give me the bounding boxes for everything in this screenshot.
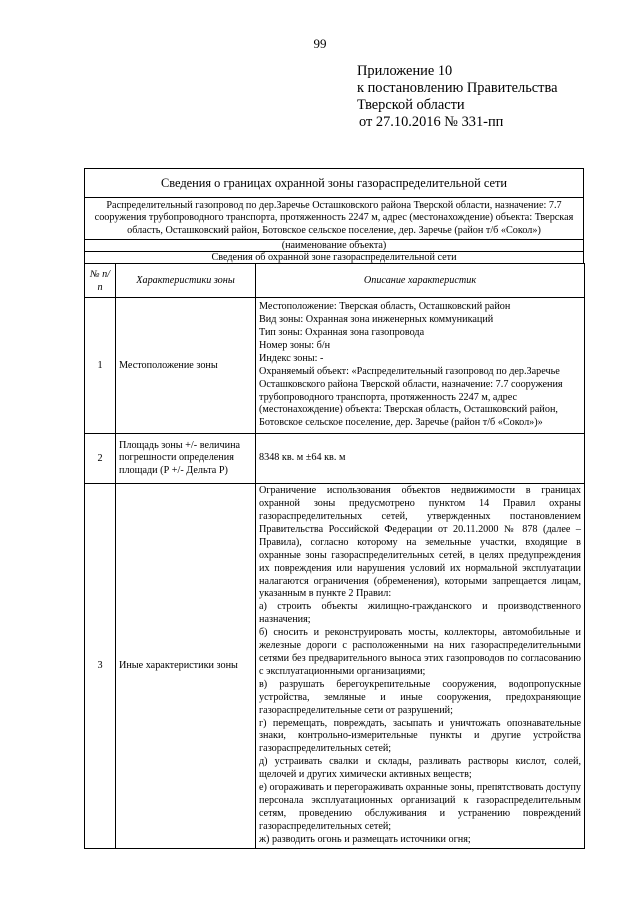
zone-info-document [84, 168, 584, 849]
description-line: Охраняемый объект: «Распределительный газопровод по дер.Заречье Осташковского района Тверской области, назначение: 7.7 сооружения трубопроводного транспорта, протяженность 2247 м, адрес (местонахождение) объекта: Тверская область, Осташковский район, Ботовское сельское поселение, дер. Заречье (район т/б «Сокол»)» [259, 365, 563, 429]
row-num: 1 [85, 298, 116, 434]
description-line: е) огораживать и перегораживать охранные зоны, препятствовать доступу персонала эксплуатационных организаций к газораспределительным сетям, проведению обслуживания и устранению повреждений газораспределительных сетей; [259, 782, 581, 832]
description-line: Ограничение использования объектов недвижимости в границах охранной зоны предусмотрено пунктом 14 Правил охраны газораспределительных сетей, утвержденных постановлением Правительства Российской Федерации от 20.11.2000 № 878 (далее – Правила), согласно которому на земельные участки, входящие в охранные зоны газораспределительных сетей, в целях предупреждения их повреждения или нарушения условий их нормальной эксплуатации налагаются ограничения (обременения), которыми запрещается лицам, указанным в пункте 2 Правил: [259, 485, 581, 600]
row-characteristic: Иные характеристики зоны [116, 484, 256, 848]
appendix-line-2: к постановлению Правительства [357, 80, 558, 96]
row-description [256, 298, 585, 434]
description-line: г) перемещать, повреждать, засыпать и уничтожать опознавательные знаки, контрольно-измерительные пункты и другие устройства газораспределительных сетей; [259, 717, 581, 755]
row-num: 3 [85, 484, 116, 848]
description-line: в) разрушать берегоукрепительные сооружения, водопропускные устройства, земляные и иные сооружения, предохраняющие газораспределительные сети от разрушений; [259, 678, 581, 716]
appendix-line-3: Тверской области [357, 97, 465, 113]
description-line: 8348 кв. м ±64 кв. м [259, 452, 346, 464]
zone-characteristics-table [84, 263, 585, 848]
row-num: 2 [85, 434, 116, 484]
description-line: Индекс зоны: - [259, 352, 324, 364]
appendix-line-1: Приложение 10 [357, 63, 453, 79]
description-line: б) сносить и реконструировать мосты, коллекторы, автомобильные и железные дороги с расположенными на них газораспределительными сетями без предварительного выноса этих газопроводов по согласованию с эксплуатационными организациями; [259, 627, 581, 677]
page-number: 99 [313, 36, 327, 51]
document-title: Сведения о границах охранной зоны газораспределительной сети [85, 169, 583, 198]
table-row [85, 484, 585, 848]
row-description [256, 434, 585, 484]
row-characteristic: Местоположение зоны [116, 298, 256, 434]
description-line: Номер зоны: б/н [259, 339, 331, 351]
row-description [256, 484, 585, 848]
table-header-row [85, 264, 585, 298]
row-characteristic: Площадь зоны +/- величина погрешности определения площади (Р +/- Дельта Р) [116, 434, 256, 484]
description-line: Вид зоны: Охранная зона инженерных коммуникаций [259, 314, 494, 326]
description-line: Местоположение: Тверская область, Осташковский район [259, 301, 511, 313]
table-row [85, 434, 585, 484]
description-line: Тип зоны: Охранная зона газопровода [259, 327, 425, 338]
zone-section-title: Сведения об охранной зоне газораспределительной сети [85, 251, 583, 263]
appendix-line-4: от 27.10.2016 № 331-пп [359, 114, 504, 130]
col-header-characteristic: Характеристики зоны [116, 264, 256, 298]
object-name-caption: (наименование объекта) [85, 239, 583, 251]
object-description: Распределительный газопровод по дер.Заречье Осташковского района Тверской области, назначение: 7.7 сооружения трубопроводного транспорта, протяженность 2247 м, адрес (местонахождение) объекта: Тверская область, Осташковский район, Ботовское сельское поселение, дер. Заречье (район т/б «Сокол») [94, 200, 574, 236]
col-header-num: № п/п [85, 264, 116, 298]
description-line: ж) разводить огонь и размещать источники огня; [259, 833, 471, 845]
description-line: а) строить объекты жилищно-гражданского и производственного назначения; [259, 601, 581, 626]
table-row [85, 298, 585, 434]
col-header-description: Описание характеристик [256, 264, 585, 298]
description-line: д) устраивать свалки и склады, разливать растворы кислот, солей, щелочей и других химически активных веществ; [259, 756, 581, 781]
header-box [84, 168, 584, 264]
appendix-heading [357, 63, 557, 131]
